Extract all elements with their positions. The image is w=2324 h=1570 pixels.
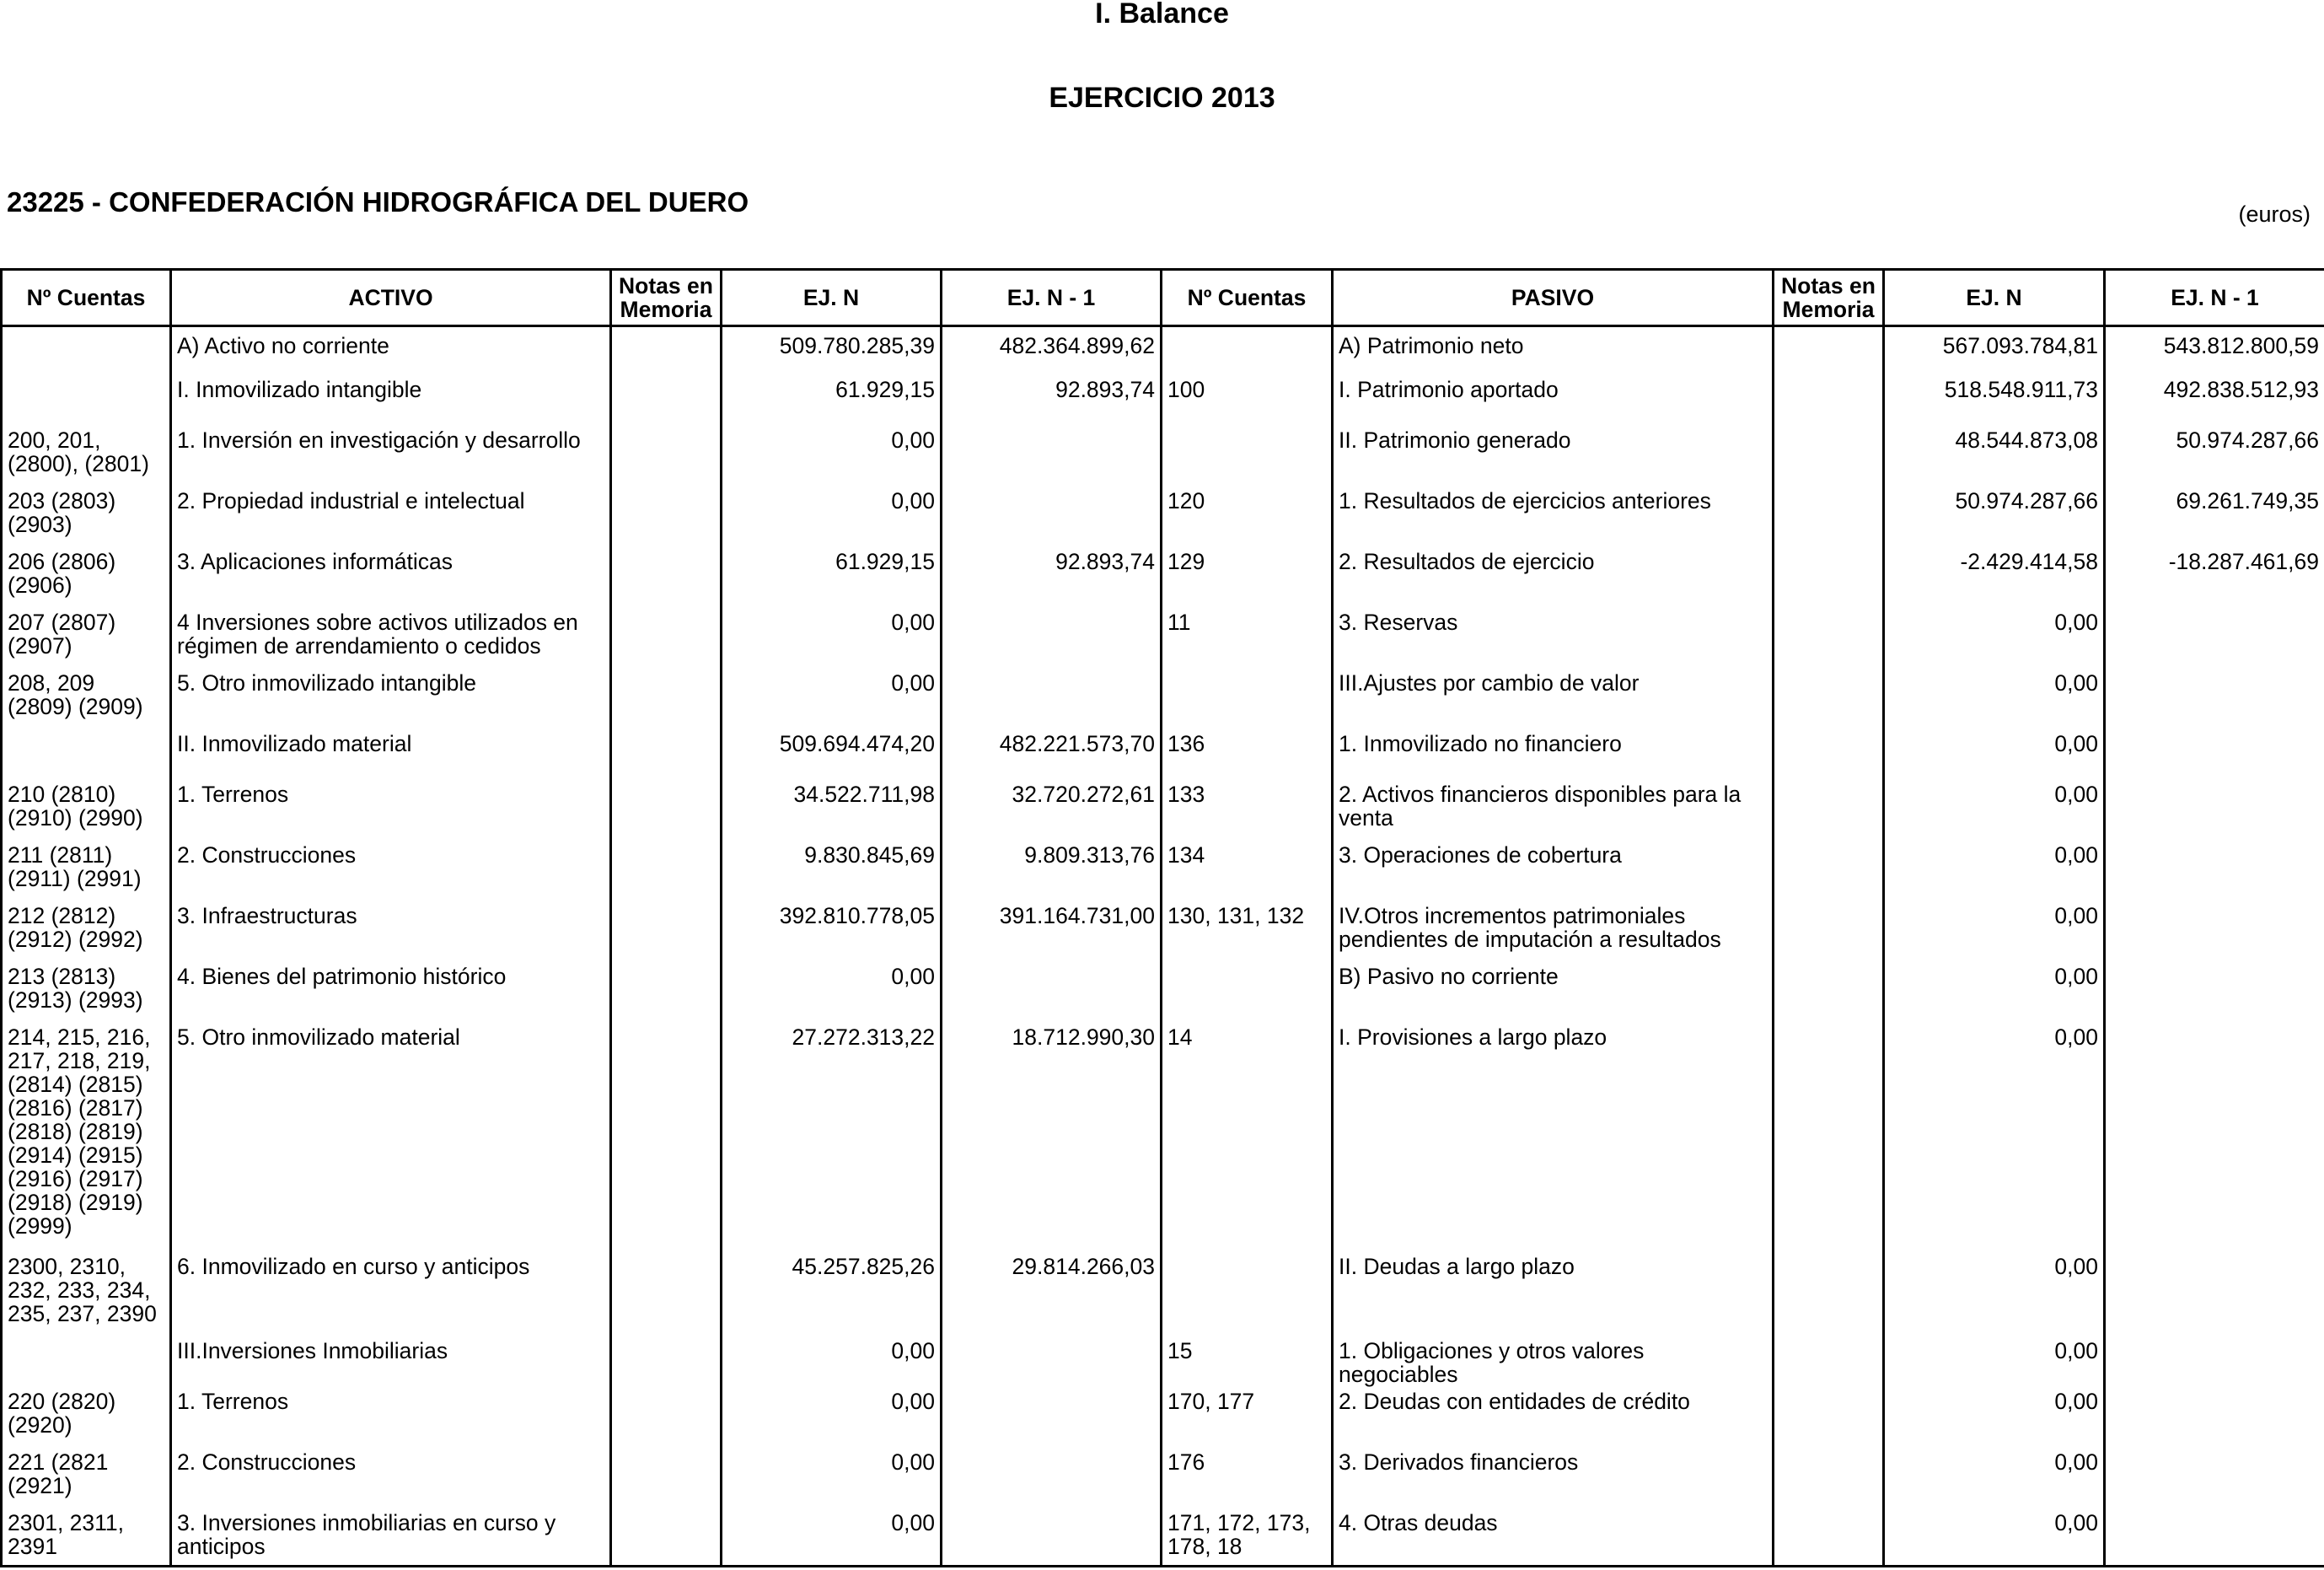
activo-label-cell: 4 Inversiones sobre activos utilizados en régimen de arrendamiento o cedidos <box>171 610 611 671</box>
activo-label-cell: 5. Otro inmovilizado intangible <box>171 671 611 732</box>
notas-pasivo-cell <box>1774 732 1884 782</box>
notas-pasivo-cell <box>1774 1339 1884 1390</box>
ej-n1-activo-cell: 92.893,74 <box>942 550 1162 610</box>
cuentas-activo-cell: 200, 201, (2800), (2801) <box>2 428 171 489</box>
pasivo-label-cell: II. Deudas a largo plazo <box>1333 1255 1774 1339</box>
ej-n1-pasivo-cell <box>2105 1450 2324 1511</box>
ej-n1-pasivo-cell <box>2105 1339 2324 1390</box>
ej-n-activo-cell: 0,00 <box>722 1339 942 1390</box>
cuentas-pasivo-cell: 100 <box>1162 378 1333 428</box>
cuentas-activo-cell: 213 (2813) (2913) (2993) <box>2 965 171 1025</box>
notas-pasivo-cell <box>1774 965 1884 1025</box>
activo-label-cell: 3. Inversiones inmobiliarias en curso y anticipos <box>171 1511 611 1567</box>
ej-n-pasivo-cell: 0,00 <box>1884 732 2105 782</box>
col-header-cuentas-activo: Nº Cuentas <box>2 270 171 326</box>
col-header-notas-activo: Notas en Memoria <box>611 270 722 326</box>
notas-activo-cell <box>611 671 722 732</box>
cuentas-activo-cell: 214, 215, 216, 217, 218, 219, (2814) (2815) (2816) (2817) (2818) (2819) (2914) (2915) (2916) (2917) (2918) (2919) (2999) <box>2 1025 171 1255</box>
activo-label-cell: I. Inmovilizado intangible <box>171 378 611 428</box>
ej-n1-activo-cell <box>942 489 1162 550</box>
table-row <box>2 428 2324 489</box>
cuentas-pasivo-cell: 130, 131, 132 <box>1162 904 1333 965</box>
ej-n-activo-cell: 509.694.474,20 <box>722 732 942 782</box>
notas-activo-cell <box>611 1390 722 1450</box>
col-header-ej-n-activo: EJ. N <box>722 270 942 326</box>
ej-n1-activo-cell <box>942 1339 1162 1390</box>
table-row <box>2 610 2324 671</box>
cuentas-activo-cell <box>2 326 171 379</box>
ej-n1-activo-cell <box>942 965 1162 1025</box>
cuentas-pasivo-cell <box>1162 326 1333 379</box>
notas-pasivo-cell <box>1774 1450 1884 1511</box>
col-header-ej-n-pasivo: EJ. N <box>1884 270 2105 326</box>
notas-pasivo-cell <box>1774 1511 1884 1567</box>
ej-n-activo-cell: 0,00 <box>722 1450 942 1511</box>
pasivo-label-cell: I. Patrimonio aportado <box>1333 378 1774 428</box>
ej-n-pasivo-cell: 0,00 <box>1884 1025 2105 1255</box>
table-row <box>2 671 2324 732</box>
notas-activo-cell <box>611 732 722 782</box>
ej-n-activo-cell: 0,00 <box>722 1511 942 1567</box>
cuentas-activo-cell: 207 (2807) (2907) <box>2 610 171 671</box>
ej-n-pasivo-cell: 0,00 <box>1884 1339 2105 1390</box>
ej-n1-pasivo-cell <box>2105 610 2324 671</box>
ej-n1-activo-cell <box>942 610 1162 671</box>
notas-pasivo-cell <box>1774 843 1884 904</box>
cuentas-pasivo-cell: 136 <box>1162 732 1333 782</box>
ej-n-activo-cell: 0,00 <box>722 428 942 489</box>
ej-n-pasivo-cell: 0,00 <box>1884 904 2105 965</box>
notas-pasivo-cell <box>1774 782 1884 843</box>
ej-n1-activo-cell <box>942 1390 1162 1450</box>
table-row <box>2 1511 2324 1567</box>
pasivo-label-cell: IV.Otros incrementos patrimoniales pendientes de imputación a resultados <box>1333 904 1774 965</box>
pasivo-label-cell: 1. Resultados de ejercicios anteriores <box>1333 489 1774 550</box>
cuentas-pasivo-cell: 120 <box>1162 489 1333 550</box>
currency-unit: (euros) <box>2238 202 2311 227</box>
ej-n-activo-cell: 45.257.825,26 <box>722 1255 942 1339</box>
ej-n-activo-cell: 27.272.313,22 <box>722 1025 942 1255</box>
notas-activo-cell <box>611 550 722 610</box>
ej-n-pasivo-cell: 0,00 <box>1884 1255 2105 1339</box>
notas-pasivo-cell <box>1774 428 1884 489</box>
pasivo-label-cell: III.Ajustes por cambio de valor <box>1333 671 1774 732</box>
notas-activo-cell <box>611 610 722 671</box>
ej-n1-pasivo-cell: 69.261.749,35 <box>2105 489 2324 550</box>
ej-n-pasivo-cell: 0,00 <box>1884 1450 2105 1511</box>
ej-n1-pasivo-cell <box>2105 1390 2324 1450</box>
table-row <box>2 732 2324 782</box>
pasivo-label-cell: 1. Inmovilizado no financiero <box>1333 732 1774 782</box>
ej-n1-activo-cell: 482.221.573,70 <box>942 732 1162 782</box>
balance-table <box>0 268 2324 1567</box>
pasivo-label-cell: 3. Operaciones de cobertura <box>1333 843 1774 904</box>
cuentas-activo-cell <box>2 378 171 428</box>
table-row <box>2 1390 2324 1450</box>
notas-activo-cell <box>611 843 722 904</box>
notas-activo-cell <box>611 1450 722 1511</box>
ej-n-activo-cell: 0,00 <box>722 610 942 671</box>
cuentas-activo-cell: 208, 209 (2809) (2909) <box>2 671 171 732</box>
ej-n-pasivo-cell: -2.429.414,58 <box>1884 550 2105 610</box>
table-row <box>2 782 2324 843</box>
ej-n-pasivo-cell: 0,00 <box>1884 610 2105 671</box>
col-header-ej-n1-pasivo: EJ. N - 1 <box>2105 270 2324 326</box>
ej-n1-activo-cell: 18.712.990,30 <box>942 1025 1162 1255</box>
notas-activo-cell <box>611 965 722 1025</box>
ej-n-pasivo-cell: 50.974.287,66 <box>1884 489 2105 550</box>
activo-label-cell: 1. Terrenos <box>171 782 611 843</box>
table-row <box>2 550 2324 610</box>
pasivo-label-cell: 3. Derivados financieros <box>1333 1450 1774 1511</box>
activo-label-cell: 1. Terrenos <box>171 1390 611 1450</box>
notas-pasivo-cell <box>1774 378 1884 428</box>
cuentas-activo-cell <box>2 732 171 782</box>
cuentas-activo-cell: 211 (2811) (2911) (2991) <box>2 843 171 904</box>
ej-n-pasivo-cell: 518.548.911,73 <box>1884 378 2105 428</box>
ej-n-pasivo-cell: 0,00 <box>1884 843 2105 904</box>
ej-n1-pasivo-cell <box>2105 782 2324 843</box>
ej-n1-pasivo-cell: -18.287.461,69 <box>2105 550 2324 610</box>
cuentas-pasivo-cell: 133 <box>1162 782 1333 843</box>
notas-activo-cell <box>611 1339 722 1390</box>
activo-label-cell: 2. Propiedad industrial e intelectual <box>171 489 611 550</box>
ej-n1-pasivo-cell: 50.974.287,66 <box>2105 428 2324 489</box>
ej-n1-activo-cell <box>942 428 1162 489</box>
cuentas-pasivo-cell <box>1162 428 1333 489</box>
pasivo-label-cell: 2. Resultados de ejercicio <box>1333 550 1774 610</box>
notas-pasivo-cell <box>1774 1255 1884 1339</box>
cuentas-pasivo-cell <box>1162 965 1333 1025</box>
ej-n-pasivo-cell: 567.093.784,81 <box>1884 326 2105 379</box>
cuentas-activo-cell: 212 (2812) (2912) (2992) <box>2 904 171 965</box>
notas-pasivo-cell <box>1774 326 1884 379</box>
ej-n1-activo-cell <box>942 671 1162 732</box>
pasivo-label-cell: B) Pasivo no corriente <box>1333 965 1774 1025</box>
notas-activo-cell <box>611 326 722 379</box>
ej-n1-pasivo-cell <box>2105 965 2324 1025</box>
ej-n1-pasivo-cell <box>2105 1511 2324 1567</box>
table-row <box>2 1255 2324 1339</box>
ej-n1-activo-cell: 482.364.899,62 <box>942 326 1162 379</box>
ej-n1-activo-cell: 29.814.266,03 <box>942 1255 1162 1339</box>
pasivo-label-cell: 3. Reservas <box>1333 610 1774 671</box>
table-row <box>2 1025 2324 1255</box>
activo-label-cell: III.Inversiones Inmobiliarias <box>171 1339 611 1390</box>
ej-n1-pasivo-cell <box>2105 1255 2324 1339</box>
pasivo-label-cell: A) Patrimonio neto <box>1333 326 1774 379</box>
ej-n-activo-cell: 509.780.285,39 <box>722 326 942 379</box>
activo-label-cell: 2. Construcciones <box>171 843 611 904</box>
pasivo-label-cell: 2. Deudas con entidades de crédito <box>1333 1390 1774 1450</box>
ej-n1-pasivo-cell <box>2105 843 2324 904</box>
notas-activo-cell <box>611 428 722 489</box>
notas-activo-cell <box>611 904 722 965</box>
col-header-ej-n1-activo: EJ. N - 1 <box>942 270 1162 326</box>
table-row <box>2 843 2324 904</box>
ej-n1-pasivo-cell <box>2105 732 2324 782</box>
ej-n-pasivo-cell: 0,00 <box>1884 965 2105 1025</box>
pasivo-label-cell: 1. Obligaciones y otros valores negociables <box>1333 1339 1774 1390</box>
activo-label-cell: 1. Inversión en investigación y desarrollo <box>171 428 611 489</box>
ej-n1-activo-cell <box>942 1511 1162 1567</box>
col-header-activo: ACTIVO <box>171 270 611 326</box>
notas-pasivo-cell <box>1774 671 1884 732</box>
pasivo-label-cell: I. Provisiones a largo plazo <box>1333 1025 1774 1255</box>
notas-activo-cell <box>611 1025 722 1255</box>
cuentas-pasivo-cell: 15 <box>1162 1339 1333 1390</box>
notas-activo-cell <box>611 782 722 843</box>
document-title: I. Balance <box>1095 0 1229 30</box>
ej-n-activo-cell: 9.830.845,69 <box>722 843 942 904</box>
activo-label-cell: 6. Inmovilizado en curso y anticipos <box>171 1255 611 1339</box>
document-subtitle: EJERCICIO 2013 <box>1049 82 1275 114</box>
col-header-notas-pasivo: Notas en Memoria <box>1774 270 1884 326</box>
entity-name: 23225 - CONFEDERACIÓN HIDROGRÁFICA DEL DUERO <box>7 186 749 218</box>
table-header-row <box>2 270 2324 326</box>
pasivo-label-cell: II. Patrimonio generado <box>1333 428 1774 489</box>
ej-n1-pasivo-cell: 492.838.512,93 <box>2105 378 2324 428</box>
cuentas-activo-cell: 221 (2821 (2921) <box>2 1450 171 1511</box>
ej-n-activo-cell: 0,00 <box>722 965 942 1025</box>
table-row <box>2 489 2324 550</box>
activo-label-cell: A) Activo no corriente <box>171 326 611 379</box>
activo-label-cell: 4. Bienes del patrimonio histórico <box>171 965 611 1025</box>
notas-pasivo-cell <box>1774 1025 1884 1255</box>
cuentas-activo-cell <box>2 1339 171 1390</box>
activo-label-cell: 2. Construcciones <box>171 1450 611 1511</box>
col-header-pasivo: PASIVO <box>1333 270 1774 326</box>
cuentas-activo-cell: 2301, 2311, 2391 <box>2 1511 171 1567</box>
ej-n1-pasivo-cell <box>2105 671 2324 732</box>
activo-label-cell: 5. Otro inmovilizado material <box>171 1025 611 1255</box>
cuentas-activo-cell: 206 (2806) (2906) <box>2 550 171 610</box>
cuentas-activo-cell: 2300, 2310, 232, 233, 234, 235, 237, 2390 <box>2 1255 171 1339</box>
table-row <box>2 904 2324 965</box>
notas-pasivo-cell <box>1774 550 1884 610</box>
table-row <box>2 326 2324 379</box>
activo-label-cell: 3. Aplicaciones informáticas <box>171 550 611 610</box>
ej-n-pasivo-cell: 0,00 <box>1884 782 2105 843</box>
notas-pasivo-cell <box>1774 904 1884 965</box>
ej-n-activo-cell: 34.522.711,98 <box>722 782 942 843</box>
pasivo-label-cell: 4. Otras deudas <box>1333 1511 1774 1567</box>
ej-n-pasivo-cell: 0,00 <box>1884 1511 2105 1567</box>
notas-activo-cell <box>611 378 722 428</box>
ej-n1-pasivo-cell: 543.812.800,59 <box>2105 326 2324 379</box>
ej-n1-activo-cell: 92.893,74 <box>942 378 1162 428</box>
ej-n-pasivo-cell: 0,00 <box>1884 1390 2105 1450</box>
activo-label-cell: 3. Infraestructuras <box>171 904 611 965</box>
notas-pasivo-cell <box>1774 1390 1884 1450</box>
notas-pasivo-cell <box>1774 610 1884 671</box>
cuentas-activo-cell: 210 (2810) (2910) (2990) <box>2 782 171 843</box>
ej-n-activo-cell: 392.810.778,05 <box>722 904 942 965</box>
cuentas-pasivo-cell <box>1162 671 1333 732</box>
ej-n-pasivo-cell: 0,00 <box>1884 671 2105 732</box>
ej-n-activo-cell: 61.929,15 <box>722 378 942 428</box>
cuentas-pasivo-cell <box>1162 1255 1333 1339</box>
cuentas-pasivo-cell: 129 <box>1162 550 1333 610</box>
col-header-cuentas-pasivo: Nº Cuentas <box>1162 270 1333 326</box>
activo-label-cell: II. Inmovilizado material <box>171 732 611 782</box>
cuentas-pasivo-cell: 170, 177 <box>1162 1390 1333 1450</box>
ej-n1-activo-cell: 391.164.731,00 <box>942 904 1162 965</box>
ej-n-activo-cell: 0,00 <box>722 1390 942 1450</box>
cuentas-pasivo-cell: 134 <box>1162 843 1333 904</box>
ej-n-activo-cell: 61.929,15 <box>722 550 942 610</box>
ej-n1-activo-cell: 32.720.272,61 <box>942 782 1162 843</box>
notas-pasivo-cell <box>1774 489 1884 550</box>
cuentas-activo-cell: 203 (2803) (2903) <box>2 489 171 550</box>
ej-n1-pasivo-cell <box>2105 904 2324 965</box>
pasivo-label-cell: 2. Activos financieros disponibles para la venta <box>1333 782 1774 843</box>
cuentas-pasivo-cell: 11 <box>1162 610 1333 671</box>
cuentas-pasivo-cell: 14 <box>1162 1025 1333 1255</box>
cuentas-pasivo-cell: 176 <box>1162 1450 1333 1511</box>
notas-activo-cell <box>611 1511 722 1567</box>
ej-n1-activo-cell: 9.809.313,76 <box>942 843 1162 904</box>
notas-activo-cell <box>611 489 722 550</box>
ej-n1-activo-cell <box>942 1450 1162 1511</box>
table-row <box>2 1450 2324 1511</box>
ej-n-activo-cell: 0,00 <box>722 671 942 732</box>
table-row <box>2 378 2324 428</box>
table-row <box>2 1339 2324 1390</box>
cuentas-pasivo-cell: 171, 172, 173, 178, 18 <box>1162 1511 1333 1567</box>
table-row <box>2 965 2324 1025</box>
ej-n-pasivo-cell: 48.544.873,08 <box>1884 428 2105 489</box>
ej-n1-pasivo-cell <box>2105 1025 2324 1255</box>
cuentas-activo-cell: 220 (2820) (2920) <box>2 1390 171 1450</box>
ej-n-activo-cell: 0,00 <box>722 489 942 550</box>
notas-activo-cell <box>611 1255 722 1339</box>
